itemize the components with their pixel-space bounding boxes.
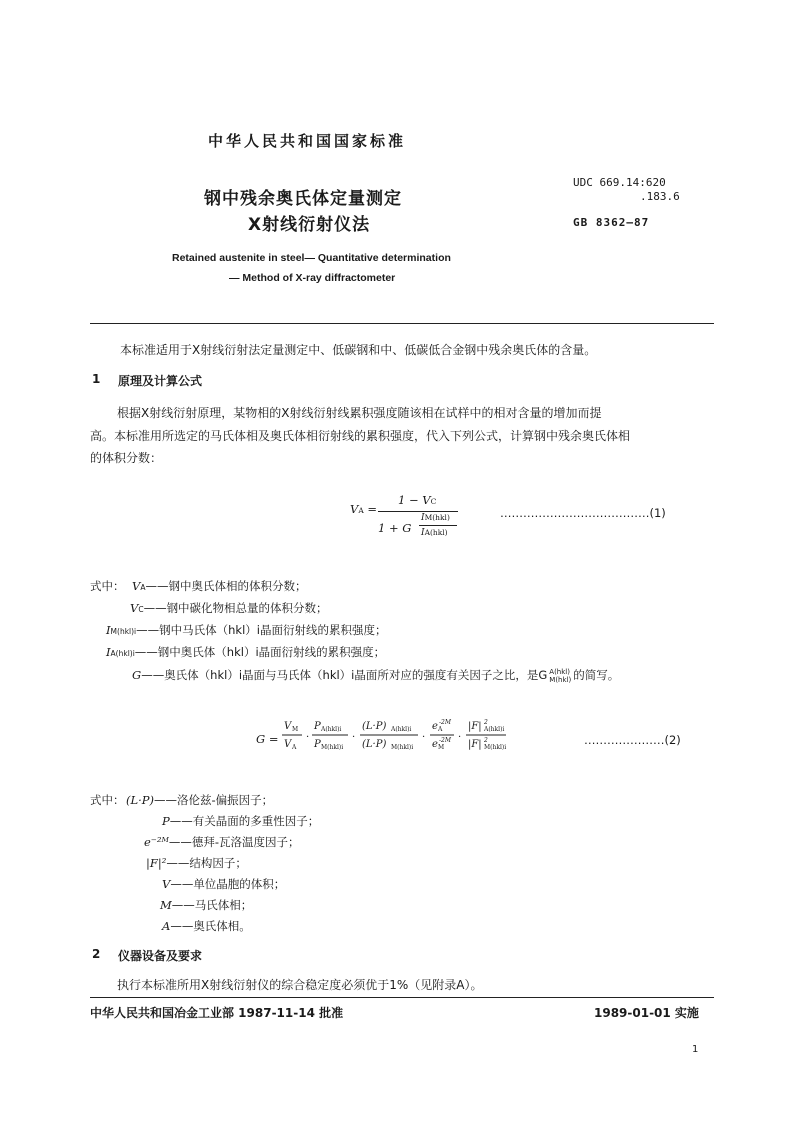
section2-number: 2 [92,947,101,961]
formula1-denominator-prefix: 1 + G [378,521,412,535]
svg-text:V: V [284,739,292,750]
svg-text:·: · [306,732,310,743]
section1-para-line3: 的体积分数： [90,451,163,465]
section1-para-line2: 高。本标准用所选定的马氏体相及奥氏体相衍射线的累积强度，代入下列公式，计算钢中残余奥氏体相 [90,429,631,443]
formula1-lhs-sub: A [358,506,364,515]
svg-text:e: e [432,739,438,750]
section2-paragraph: 执行本标准所用X射线衍射仪的综合稳定度必须优于1%（见附录A）。 [117,978,483,992]
gb-number: GB 8362—87 [573,216,650,229]
svg-text:M(hkl)i: M(hkl)i [321,744,344,751]
formula1-fraction-bar [378,511,458,512]
formula2-lhs: G = [256,732,279,746]
approval-statement: 中华人民共和国冶金工业部 1987-11-14 批准 [90,1006,344,1020]
formula1-den-den-sub: A(hkl) [424,528,448,537]
section2-title: 仪器设备及要求 [118,949,203,963]
where2-label: 式中： [90,793,125,807]
where1-item-1: VA——钢中奥氏体相的体积分数； [132,579,307,593]
section1-number: 1 [92,372,101,386]
page-number: 1 [692,1044,699,1055]
svg-text:2: 2 [484,719,488,726]
where2-item-4: |F|²——结构因子； [146,856,247,870]
where2-item-3: e⁻²ᴹ——德拜-瓦洛温度因子； [144,835,300,849]
english-title-line1: Retained austenite in steel— Quantitative determination [172,252,451,264]
svg-text:-2M: -2M [439,737,451,744]
svg-text:e: e [432,721,438,732]
svg-text:·: · [352,732,356,743]
intro-paragraph: 本标准适用于X射线衍射法定量测定中、低碳钢和中、低碳低合金钢中残余奥氏体的含量。 [120,343,597,357]
svg-text:V: V [284,721,292,732]
document-title-line1: 钢中残余奥氏体定量测定 [204,189,402,209]
svg-text:2: 2 [484,737,488,744]
footer-divider [90,997,714,998]
svg-text:P: P [314,739,321,750]
svg-text:A: A [438,726,443,733]
where2-item-1: (L·P)——洛伦兹-偏振因子； [126,793,274,807]
implementation-date: 1989-01-01 实施 [594,1006,699,1020]
svg-text:|F|: |F| [468,739,482,750]
svg-text:A(hkl)i: A(hkl)i [484,726,505,733]
header-divider [90,323,714,324]
formula1-reference: …………………………………(1) [500,506,666,520]
formula1-den-den: I [421,528,425,538]
section1-para-line1: 根据X射线衍射原理，某物相的X射线衍射线累积强度随该相在试样中的相对含量的增加而提 [117,406,602,420]
svg-text:M(hkl)i: M(hkl)i [484,744,507,751]
svg-text:A(hkl)i: A(hkl)i [321,726,342,733]
formula1-den-num: I [421,513,425,523]
svg-text:M(hkl)i: M(hkl)i [391,744,414,751]
svg-text:(L·P): (L·P) [362,739,387,750]
formula1-inner-fraction-bar [419,525,457,526]
svg-text:·: · [458,732,462,743]
formula1-lhs: V [350,502,359,516]
where1-item-4: IA(hkl)i——钢中奥氏体（hkl）i晶面衍射线的累积强度； [106,645,386,659]
formula2-reference: …………………(2) [584,733,681,747]
svg-text:|F|: |F| [468,721,482,732]
svg-text:M: M [438,744,445,751]
svg-text:A: A [292,744,297,751]
where1-item-2: VC——钢中碳化物相总量的体积分数； [130,601,328,615]
udc-code-line1: UDC 669.14:620 [573,176,666,189]
where1-item-3: IM(hkl)i——钢中马氏体（hkl）i晶面衍射线的累积强度； [106,623,387,637]
where2-item-6: M——马氏体相； [160,898,253,912]
where1-item-5: G——奥氏体（hkl）i晶面与马氏体（hkl）i晶面所对应的强度有关因子之比，是G A(hkl) M(hkl) 的简写。 [132,667,620,684]
document-title-line2: X射线衍射仪法 [248,215,371,235]
where2-item-5: V——单位晶胞的体积； [162,877,286,891]
formula2-expression [282,716,552,760]
svg-text:-2M: -2M [439,719,451,726]
formula1-numerator: 1 − V [398,493,431,507]
where2-item-7: A——奥氏体相。 [162,919,251,933]
svg-text:(L·P): (L·P) [362,721,387,732]
english-title-line2: — Method of X-ray diffractometer [229,272,396,284]
formula1-den-num-sub: M(hkl) [424,513,450,522]
standard-title: 中华人民共和国国家标准 [208,132,407,150]
where1-label: 式中： [90,579,125,593]
where2-item-2: P——有关晶面的多重性因子； [162,814,320,828]
svg-text:P: P [314,721,321,732]
udc-code-line2: .183.6 [640,190,680,203]
section1-title: 原理及计算公式 [118,374,203,388]
svg-text:M: M [292,726,299,733]
svg-text:A(hkl)i: A(hkl)i [391,726,412,733]
formula1-numerator-sub: C [430,497,437,506]
svg-text:·: · [422,732,426,743]
